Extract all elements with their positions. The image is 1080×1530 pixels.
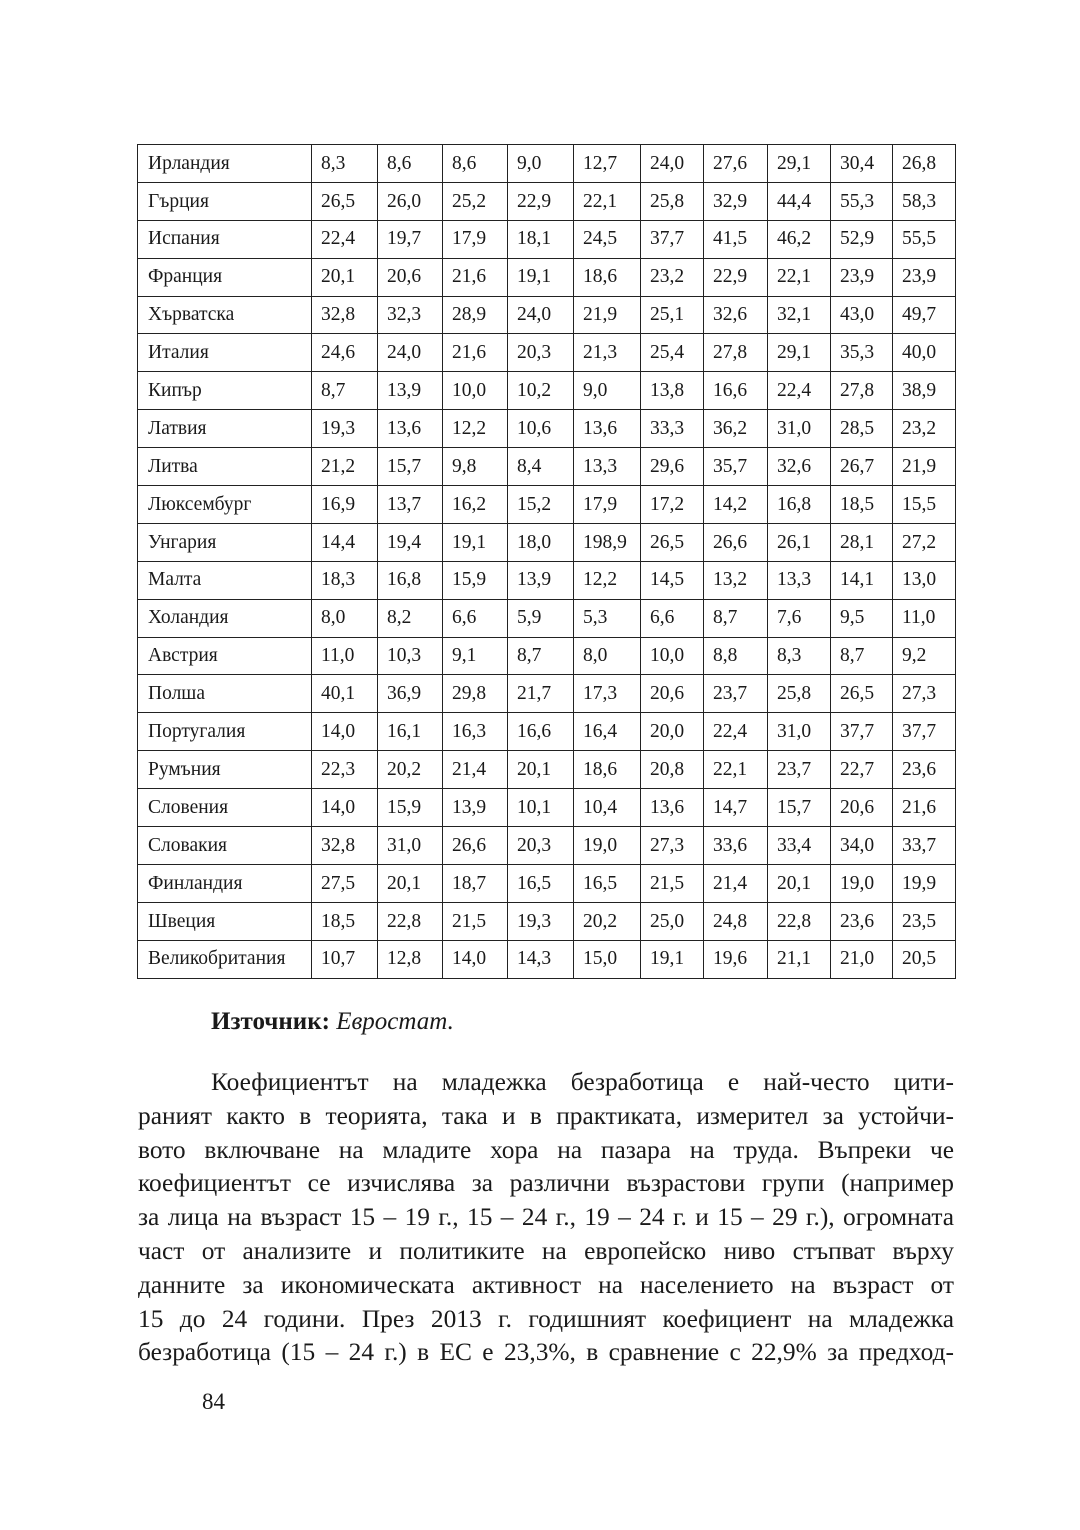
value-cell: 16,1 [378,713,443,751]
value-cell: 6,6 [443,599,508,637]
body-paragraph [138,1066,954,1370]
value-cell: 27,3 [893,675,956,713]
value-cell: 49,7 [893,296,956,334]
value-cell: 19,1 [641,940,704,978]
value-cell: 35,7 [704,448,768,486]
value-cell: 13,7 [378,486,443,524]
value-cell: 10,0 [443,372,508,410]
value-cell: 13,2 [704,561,768,599]
value-cell: 21,1 [768,940,831,978]
value-cell: 16,6 [704,372,768,410]
value-cell: 20,1 [508,751,574,789]
value-cell: 22,4 [312,220,378,258]
value-cell: 18,6 [574,751,641,789]
value-cell: 16,3 [443,713,508,751]
value-cell: 28,5 [831,410,893,448]
value-cell: 22,7 [831,751,893,789]
value-cell: 40,0 [893,334,956,372]
table-row [138,334,956,372]
value-cell: 27,2 [893,523,956,561]
value-cell: 14,3 [508,940,574,978]
value-cell: 25,2 [443,182,508,220]
value-cell: 33,3 [641,410,704,448]
value-cell: 31,0 [378,827,443,865]
value-cell: 9,0 [508,145,574,183]
value-cell: 55,5 [893,220,956,258]
value-cell: 21,5 [641,864,704,902]
value-cell: 40,1 [312,675,378,713]
value-cell: 20,5 [893,940,956,978]
source-note [211,1005,454,1039]
value-cell: 19,7 [378,220,443,258]
value-cell: 33,6 [704,827,768,865]
value-cell: 13,3 [574,448,641,486]
value-cell: 17,3 [574,675,641,713]
value-cell: 8,6 [378,145,443,183]
value-cell: 24,0 [641,145,704,183]
unemployment-table [137,144,956,979]
value-cell: 31,0 [768,410,831,448]
value-cell: 19,9 [893,864,956,902]
value-cell: 14,0 [443,940,508,978]
paragraph-line: безработица (15 – 24 г.) в ЕС е 23,3%, в сравнение с 22,9% за предход- [138,1338,954,1367]
table-row [138,789,956,827]
value-cell: 19,0 [574,827,641,865]
value-cell: 15,5 [893,486,956,524]
value-cell: 33,7 [893,827,956,865]
value-cell: 25,4 [641,334,704,372]
country-cell: Кипър [138,372,312,410]
value-cell: 32,8 [312,296,378,334]
value-cell: 20,8 [641,751,704,789]
value-cell: 26,1 [768,523,831,561]
value-cell: 26,8 [893,145,956,183]
value-cell: 10,2 [508,372,574,410]
value-cell: 36,2 [704,410,768,448]
value-cell: 12,8 [378,940,443,978]
value-cell: 20,1 [312,258,378,296]
value-cell: 15,9 [378,789,443,827]
table-row [138,864,956,902]
value-cell: 9,2 [893,637,956,675]
value-cell: 8,7 [704,599,768,637]
value-cell: 9,5 [831,599,893,637]
value-cell: 6,6 [641,599,704,637]
value-cell: 58,3 [893,182,956,220]
value-cell: 20,1 [378,864,443,902]
value-cell: 29,1 [768,145,831,183]
source-label: Източник: [211,1008,330,1035]
value-cell: 8,0 [312,599,378,637]
table-row [138,902,956,940]
value-cell: 28,1 [831,523,893,561]
value-cell: 5,9 [508,599,574,637]
table-row [138,145,956,183]
value-cell: 37,7 [893,713,956,751]
value-cell: 22,8 [768,902,831,940]
paragraph-line: коефициентът се изчислява за различни възрастови групи (например [138,1169,954,1198]
value-cell: 9,0 [574,372,641,410]
value-cell: 20,6 [831,789,893,827]
value-cell: 8,2 [378,599,443,637]
value-cell: 8,6 [443,145,508,183]
table-row [138,296,956,334]
value-cell: 41,5 [704,220,768,258]
table-row [138,410,956,448]
value-cell: 21,2 [312,448,378,486]
value-cell: 20,2 [574,902,641,940]
value-cell: 14,2 [704,486,768,524]
value-cell: 33,4 [768,827,831,865]
value-cell: 10,7 [312,940,378,978]
value-cell: 14,5 [641,561,704,599]
value-cell: 52,9 [831,220,893,258]
value-cell: 25,0 [641,902,704,940]
value-cell: 19,4 [378,523,443,561]
country-cell: Италия [138,334,312,372]
country-cell: Румъния [138,751,312,789]
value-cell: 13,8 [641,372,704,410]
value-cell: 17,2 [641,486,704,524]
value-cell: 21,5 [443,902,508,940]
paragraph-line: данните за икономическата активност на населението на възраст от [138,1270,954,1299]
country-cell: Унгария [138,523,312,561]
value-cell: 22,8 [378,902,443,940]
country-cell: Словения [138,789,312,827]
paragraph-line: раният както в теорията, така и в практиката, измерител за устойчи- [138,1101,954,1130]
value-cell: 23,2 [641,258,704,296]
value-cell: 23,6 [831,902,893,940]
value-cell: 21,9 [893,448,956,486]
value-cell: 12,2 [574,561,641,599]
value-cell: 14,1 [831,561,893,599]
table-row [138,751,956,789]
value-cell: 19,1 [508,258,574,296]
value-cell: 23,5 [893,902,956,940]
value-cell: 23,2 [893,410,956,448]
table-row [138,637,956,675]
value-cell: 34,0 [831,827,893,865]
value-cell: 38,9 [893,372,956,410]
table-row [138,486,956,524]
country-cell: Хърватска [138,296,312,334]
value-cell: 43,0 [831,296,893,334]
value-cell: 26,5 [641,523,704,561]
value-cell: 37,7 [831,713,893,751]
value-cell: 15,7 [378,448,443,486]
value-cell: 198,9 [574,523,641,561]
value-cell: 20,6 [378,258,443,296]
value-cell: 23,7 [704,675,768,713]
value-cell: 23,6 [893,751,956,789]
value-cell: 9,8 [443,448,508,486]
value-cell: 13,6 [574,410,641,448]
value-cell: 29,8 [443,675,508,713]
value-cell: 35,3 [831,334,893,372]
value-cell: 20,1 [768,864,831,902]
value-cell: 14,7 [704,789,768,827]
source-value: Евростат. [336,1008,454,1035]
value-cell: 27,8 [704,334,768,372]
value-cell: 44,4 [768,182,831,220]
value-cell: 25,8 [768,675,831,713]
paragraph-line: 15 до 24 години. През 2013 г. годишният коефициент на младежка [138,1304,954,1333]
country-cell: Франция [138,258,312,296]
value-cell: 32,3 [378,296,443,334]
value-cell: 27,5 [312,864,378,902]
value-cell: 18,6 [574,258,641,296]
value-cell: 27,8 [831,372,893,410]
value-cell: 24,5 [574,220,641,258]
value-cell: 10,0 [641,637,704,675]
value-cell: 29,1 [768,334,831,372]
value-cell: 19,6 [704,940,768,978]
value-cell: 21,0 [831,940,893,978]
value-cell: 22,4 [704,713,768,751]
value-cell: 14,0 [312,789,378,827]
paragraph-line: вото включване на младите хора на пазара на труда. Въпреки че [138,1135,954,1164]
value-cell: 20,0 [641,713,704,751]
value-cell: 55,3 [831,182,893,220]
value-cell: 31,0 [768,713,831,751]
value-cell: 21,9 [574,296,641,334]
value-cell: 29,6 [641,448,704,486]
value-cell: 21,4 [704,864,768,902]
value-cell: 13,6 [641,789,704,827]
value-cell: 16,9 [312,486,378,524]
value-cell: 17,9 [574,486,641,524]
value-cell: 12,7 [574,145,641,183]
table-row [138,220,956,258]
value-cell: 10,4 [574,789,641,827]
value-cell: 13,9 [508,561,574,599]
value-cell: 20,3 [508,827,574,865]
country-cell: Великобритания [138,940,312,978]
value-cell: 9,1 [443,637,508,675]
paragraph-line: част от анализите и политиките на европейско ниво стъпват върху [138,1236,954,1265]
value-cell: 19,1 [443,523,508,561]
value-cell: 7,6 [768,599,831,637]
table-row [138,599,956,637]
value-cell: 22,3 [312,751,378,789]
value-cell: 37,7 [641,220,704,258]
value-cell: 17,9 [443,220,508,258]
value-cell: 23,9 [893,258,956,296]
value-cell: 14,0 [312,713,378,751]
value-cell: 12,2 [443,410,508,448]
value-cell: 32,9 [704,182,768,220]
value-cell: 20,6 [641,675,704,713]
country-cell: Холандия [138,599,312,637]
table-row [138,523,956,561]
value-cell: 21,6 [443,334,508,372]
value-cell: 8,3 [312,145,378,183]
table-row [138,561,956,599]
value-cell: 26,5 [312,182,378,220]
value-cell: 15,0 [574,940,641,978]
value-cell: 8,0 [574,637,641,675]
value-cell: 10,3 [378,637,443,675]
value-cell: 36,9 [378,675,443,713]
value-cell: 22,4 [768,372,831,410]
value-cell: 5,3 [574,599,641,637]
value-cell: 21,4 [443,751,508,789]
value-cell: 15,9 [443,561,508,599]
value-cell: 18,5 [312,902,378,940]
value-cell: 32,1 [768,296,831,334]
value-cell: 8,3 [768,637,831,675]
country-cell: Латвия [138,410,312,448]
country-cell: Полша [138,675,312,713]
country-cell: Словакия [138,827,312,865]
value-cell: 16,8 [378,561,443,599]
value-cell: 8,4 [508,448,574,486]
value-cell: 26,6 [443,827,508,865]
value-cell: 15,7 [768,789,831,827]
value-cell: 27,6 [704,145,768,183]
value-cell: 23,7 [768,751,831,789]
value-cell: 26,5 [831,675,893,713]
value-cell: 8,7 [312,372,378,410]
value-cell: 8,8 [704,637,768,675]
paragraph-line: за лица на възраст 15 – 19 г., 15 – 24 г., 19 – 24 г. и 15 – 29 г.), огромната [138,1203,954,1232]
country-cell: Малта [138,561,312,599]
value-cell: 26,6 [704,523,768,561]
value-cell: 13,6 [378,410,443,448]
value-cell: 22,1 [574,182,641,220]
value-cell: 25,8 [641,182,704,220]
table-row [138,448,956,486]
value-cell: 15,2 [508,486,574,524]
value-cell: 20,3 [508,334,574,372]
value-cell: 10,6 [508,410,574,448]
page-number: 84 [202,1389,225,1414]
country-cell: Португалия [138,713,312,751]
value-cell: 24,6 [312,334,378,372]
value-cell: 13,3 [768,561,831,599]
value-cell: 28,9 [443,296,508,334]
country-cell: Финландия [138,864,312,902]
table-row [138,827,956,865]
value-cell: 8,7 [831,637,893,675]
value-cell: 21,7 [508,675,574,713]
value-cell: 27,3 [641,827,704,865]
value-cell: 46,2 [768,220,831,258]
value-cell: 21,6 [893,789,956,827]
value-cell: 32,8 [312,827,378,865]
value-cell: 16,5 [508,864,574,902]
value-cell: 30,4 [831,145,893,183]
value-cell: 22,9 [508,182,574,220]
value-cell: 24,8 [704,902,768,940]
country-cell: Ирландия [138,145,312,183]
value-cell: 16,8 [768,486,831,524]
value-cell: 19,3 [508,902,574,940]
value-cell: 26,7 [831,448,893,486]
value-cell: 25,1 [641,296,704,334]
table-row [138,182,956,220]
table-row [138,713,956,751]
value-cell: 21,3 [574,334,641,372]
table-row [138,675,956,713]
value-cell: 22,1 [768,258,831,296]
value-cell: 11,0 [312,637,378,675]
value-cell: 13,0 [893,561,956,599]
value-cell: 16,5 [574,864,641,902]
country-cell: Швеция [138,902,312,940]
value-cell: 16,4 [574,713,641,751]
value-cell: 18,5 [831,486,893,524]
value-cell: 14,4 [312,523,378,561]
value-cell: 16,2 [443,486,508,524]
value-cell: 23,9 [831,258,893,296]
country-cell: Люксембург [138,486,312,524]
table-row [138,372,956,410]
value-cell: 18,1 [508,220,574,258]
value-cell: 19,0 [831,864,893,902]
value-cell: 32,6 [768,448,831,486]
value-cell: 24,0 [508,296,574,334]
paragraph-line: Коефициентът на младежка безработица е най-често цити- [211,1068,954,1096]
value-cell: 24,0 [378,334,443,372]
value-cell: 19,3 [312,410,378,448]
value-cell: 13,9 [378,372,443,410]
value-cell: 18,7 [443,864,508,902]
value-cell: 18,0 [508,523,574,561]
country-cell: Австрия [138,637,312,675]
value-cell: 11,0 [893,599,956,637]
value-cell: 8,7 [508,637,574,675]
value-cell: 22,1 [704,751,768,789]
value-cell: 18,3 [312,561,378,599]
value-cell: 26,0 [378,182,443,220]
table-body [138,145,956,979]
value-cell: 10,1 [508,789,574,827]
table-row [138,940,956,978]
table-row [138,258,956,296]
value-cell: 20,2 [378,751,443,789]
value-cell: 32,6 [704,296,768,334]
country-cell: Испания [138,220,312,258]
value-cell: 22,9 [704,258,768,296]
country-cell: Литва [138,448,312,486]
value-cell: 13,9 [443,789,508,827]
value-cell: 16,6 [508,713,574,751]
country-cell: Гърция [138,182,312,220]
value-cell: 21,6 [443,258,508,296]
